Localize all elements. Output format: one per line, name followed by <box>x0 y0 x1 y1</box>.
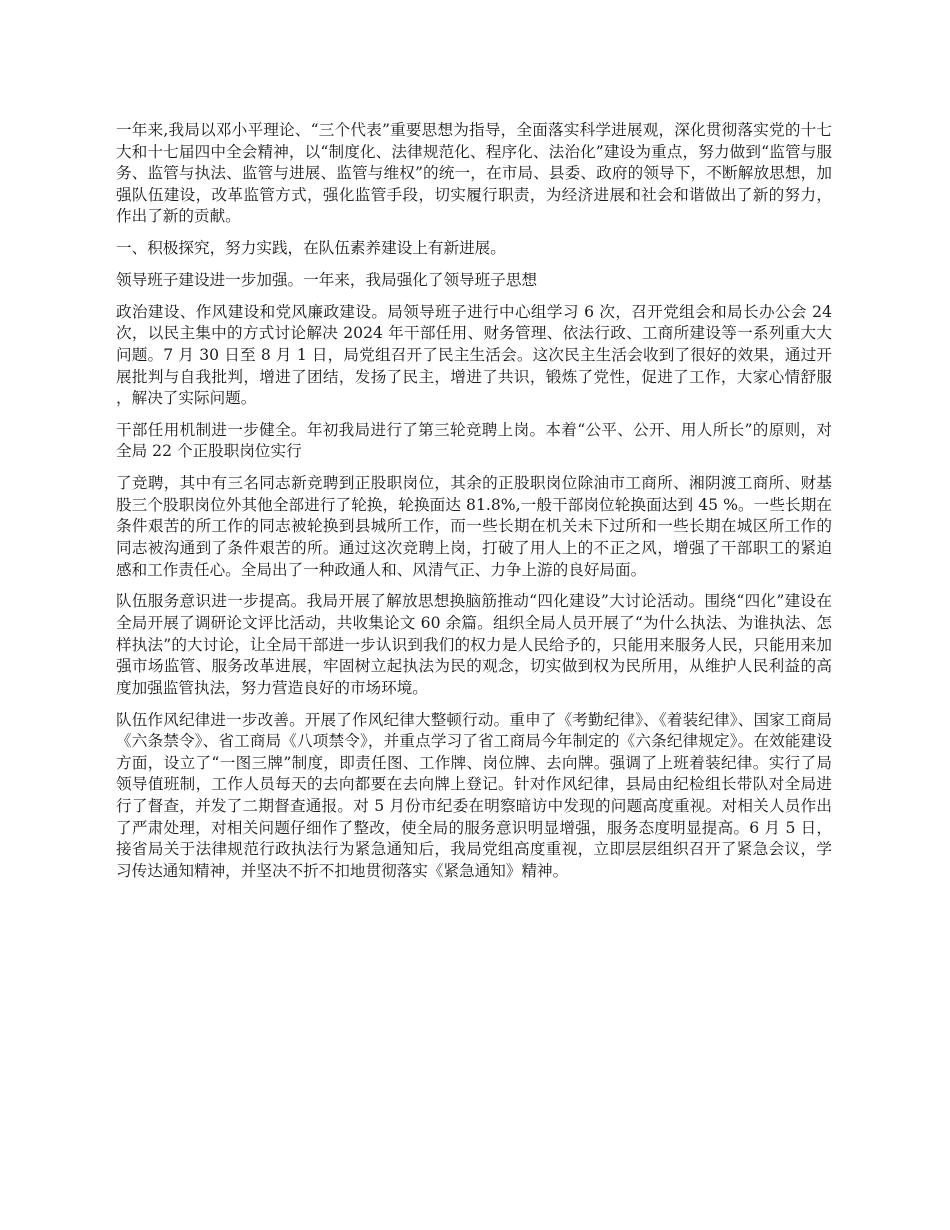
section-heading-1: 一、积极探究，努力实践，在队伍素养建设上有新进展。 <box>116 239 506 258</box>
document-body <box>116 120 832 893</box>
paragraph-intro: 一年来,我局以邓小平理论、“三个代表”重要思想为指导，全面落实科学进展观，深化贯彻落实党的十七大和十七届四中全会精神，以“制度化、法律规范化、程序化、法治化”建设为重点，努力做到“监管与服务、监管与执法、监管与进展、监管与维权”的统一，在市局、县委、政府的领导下，不断解放思想，加强队伍建设，改革监管方式，强化监管手段，切实履行职责，为经济进展和社会和谐做出了新的努力，作出了新的贡献。 <box>116 121 832 226</box>
paragraph-cadre-appointment: 干部任用机制进一步健全。年初我局进行了第三轮竞聘上岗。本着“公平、公开、用人所长”的原则，对全局 22 个正股职岗位实行 <box>116 420 832 461</box>
paragraph-service-awareness: 队伍服务意识进一步提高。我局开展了解放思想换脑筋推动“四化建设”大讨论活动。围绕“四化”建设在全局开展了调研论文评比活动，共收集论文 60 余篇。组织全局人员开展了“为什么执法、为谁执法、怎样执法”的大讨论，让全局干部进一步认识到我们的权力是人民给予的，只能用来服务人民，只能用来加强市场监管、服务改革进展，牢固树立起执法为民的观念，切实做到权为民所用，从维护人民利益的高度加强监管执法，努力营造良好的市场环境。 <box>116 592 832 697</box>
paragraph-discipline: 队伍作风纪律进一步改善。开展了作风纪律大整顿行动。重申了《考勤纪律》、《着装纪律》、国家工商局《六条禁令》、省工商局《八项禁令》，并重点学习了省工商局今年制定的《六条纪律规定》。在效能建设方面，设立了“一图三牌”制度，即责任图、工作牌、岗位牌、去向牌。强调了上班着装纪律。实行了局领导值班制，工作人员每天的去向都要在去向牌上登记。针对作风纪律，县局由纪检组长带队对全局进行了督查，并发了二期督查通报。对 5 月份市纪委在明察暗访中发现的问题高度重视。对相关人员作出了严肃处理，对相关问题仔细作了整改，使全局的服务意识明显增强，服务态度明显提高。6 月 5 日，接省局关于法律规范行政执法行为紧急通知后，我局党组高度重视，立即层层组织召开了紧急会议，学习传达通知精神，并坚决不折不扣地贯彻落实《紧急通知》精神。 <box>116 710 832 880</box>
paragraph-competition: 了竞聘，其中有三名同志新竞聘到正股职岗位，其余的正股职岗位除油市工商所、湘阴渡工商所、财基股三个股职岗位外其他全部进行了轮换，轮换面达 81.8%,一般干部岗位轮换面达到 45 %。一些长期在条件艰苦的所工作的同志被轮换到县城所工作，而一些长期在机关未下过所和一些长期在城区所工作的同志被沟通到了条件艰苦的所。通过这次竞聘上岗，打破了用人上的不正之风，增强了干部职工的紧迫感和工作责任心。全局出了一种政通人和、风清气正、力争上游的良好局面。 <box>116 474 832 579</box>
paragraph-political-building: 政治建设、作风建设和党风廉政建设。局领导班子进行中心组学习 6 次，召开党组会和局长办公会 24 次，以民主集中的方式讨论解决 2024 年干部任用、财务管理、依法行政、工商所建设等一系列重大大问题。7 月 30 日至 8 月 1 日，局党组召开了民主生活会。这次民主生活会收到了很好的效果，通过开展批判与自我批判，增进了团结，发扬了民主，增进了共识，锻炼了党性，促进了工作，大家心情舒服，解决了实际问题。 <box>116 302 832 408</box>
paragraph-leadership: 领导班子建设进一步加强。一年来，我局强化了领导班子思想 <box>116 270 538 289</box>
